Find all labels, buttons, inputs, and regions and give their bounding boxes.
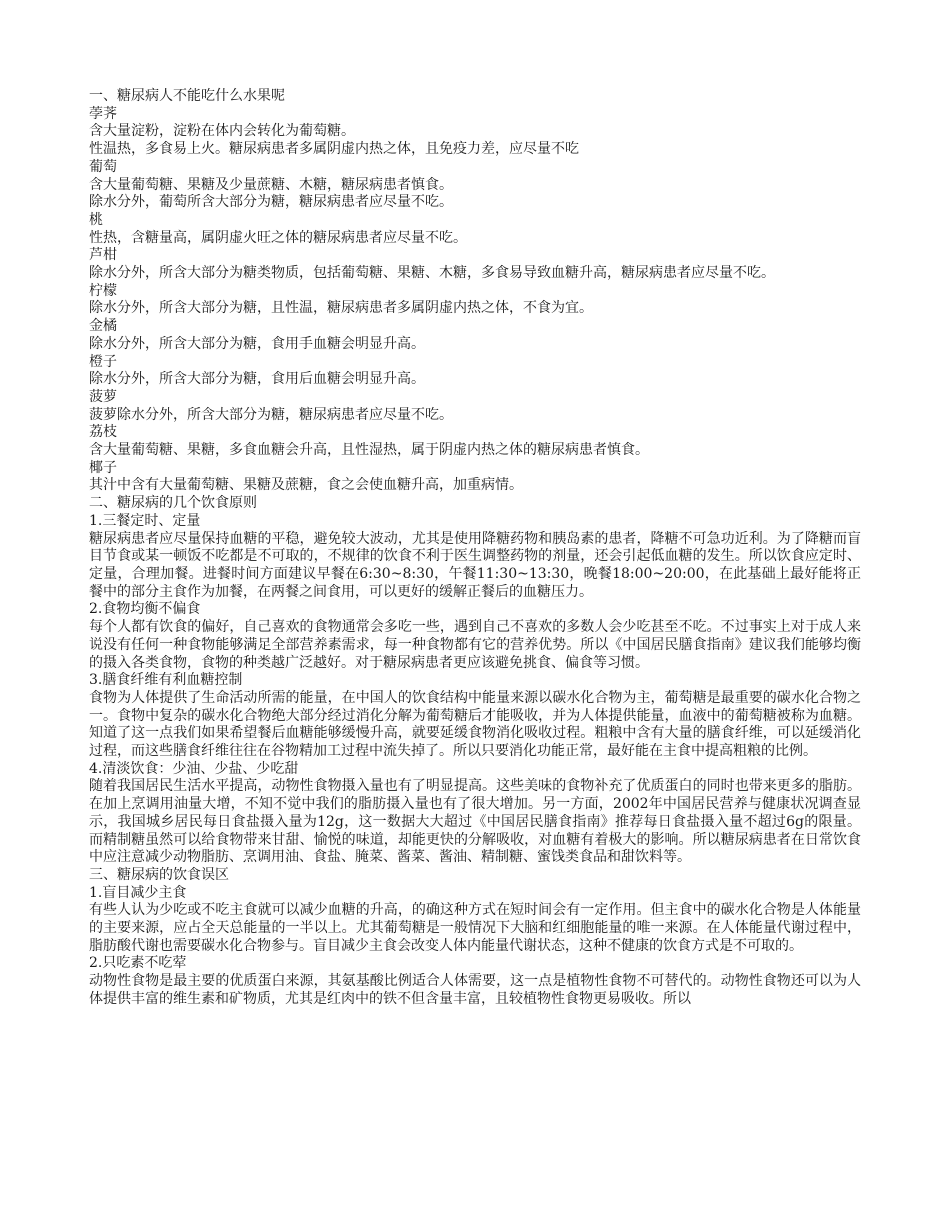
fruit-description: 含大量淀粉，淀粉在体内会转化为葡萄糖。 xyxy=(89,123,355,140)
fruit-description: 除水分外，所含大部分为糖，食用手血糖会明显升高。 xyxy=(89,335,425,352)
section-heading: 一、糖尿病人不能吃什么水果呢 xyxy=(89,88,285,104)
subsection-heading: 2.食物均衡不偏食 xyxy=(89,601,201,618)
subsection-heading: 1.盲目减少主食 xyxy=(89,884,187,901)
fruit-description: 除水分外，所含大部分为糖，食用后血糖会明显升高。 xyxy=(89,371,425,388)
fruit-name: 金橘 xyxy=(89,318,117,335)
fruit-description: 菠萝除水分外，所含大部分为糖，糖尿病患者应尽量不吃。 xyxy=(89,406,453,423)
fruit-description: 性热，含糖量高，属阴虚火旺之体的糖尿病患者应尽量不吃。 xyxy=(89,229,467,246)
fruit-name: 菠萝 xyxy=(89,388,117,405)
fruit-description: 除水分外，所含大部分为糖，且性温，糖尿病患者多属阴虚内热之体，不食为宜。 xyxy=(89,300,593,317)
fruit-description: 含大量葡萄糖、果糖，多食血糖会升高，且性湿热，属于阴虚内热之体的糖尿病患者慎食。 xyxy=(89,442,649,459)
subsection-heading: 4.清淡饮食：少油、少盐、少吃甜 xyxy=(89,760,299,777)
fruit-name: 荸荠 xyxy=(89,105,117,122)
fruit-name: 芦柑 xyxy=(89,247,117,264)
fruit-name: 橙子 xyxy=(89,353,117,370)
paragraph: 糖尿病患者应尽量保持血糖的平稳，避免较大波动，尤其是使用降糖药物和胰岛素的患者，降糖不可急功近利。为了降糖而盲目节食或某一顿饭不吃都是不可取的，不规律的饮食不利于医生调整药物的剂量，还会引起低血糖的发生。所以饮食应定时、定量，合理加餐。进餐时间方面建议早餐在6:30~8:30，午餐11:30~13:30，晚餐18:00~20:00，在此基础上最好能将正餐中的部分主食作为加餐，在两餐之间食用，可以更好的缓解正餐后的血糖压力。 xyxy=(89,530,861,600)
subsection-heading: 2.只吃素不吃荤 xyxy=(89,955,187,972)
fruit-description: 其汁中含有大量葡萄糖、果糖及蔗糖，食之会使血糖升高，加重病情。 xyxy=(89,477,523,494)
subsection-heading: 3.膳食纤维有利血糖控制 xyxy=(89,672,243,689)
section-heading: 二、糖尿病的几个饮食原则 xyxy=(89,495,257,512)
fruit-description: 除水分外，所含大部分为糖类物质，包括葡萄糖、果糖、木糖，多食易导致血糖升高，糖尿病患者应尽量不吃。 xyxy=(89,265,775,282)
document-body xyxy=(89,88,861,1009)
fruit-name: 桃 xyxy=(89,211,103,228)
paragraph: 食物为人体提供了生命活动所需的能量，在中国人的饮食结构中能量来源以碳水化合物为主，葡萄糖是最重要的碳水化合物之一。食物中复杂的碳水化合物绝大部分经过消化分解为葡萄糖后才能吸收，并为人体提供能量，血液中的葡萄糖被称为血糖。知道了这一点我们如果希望餐后血糖能够缓慢升高，就要延缓食物消化吸收过程。粗粮中含有大量的膳食纤维，可以延缓消化过程，而这些膳食纤维往往在谷物精加工过程中流失掉了。所以只要消化功能正常，最好能在主食中提高粗粮的比例。 xyxy=(89,689,861,760)
paragraph: 有些人认为少吃或不吃主食就可以减少血糖的升高，的确这种方式在短时间会有一定作用。但主食中的碳水化合物是人体能量的主要来源，应占全天总能量的一半以上。尤其葡萄糖是一般情况下大脑和红细胞能量的唯一来源。在人体能量代谢过程中，脂肪酸代谢也需要碳水化合物参与。盲目减少主食会改变人体内能量代谢状态，这种不健康的饮食方式是不可取的。 xyxy=(89,902,861,954)
paragraph: 动物性食物是最主要的优质蛋白来源，其氨基酸比例适合人体需要，这一点是植物性食物不可替代的。动物性食物还可以为人体提供丰富的维生素和矿物质，尤其是红肉中的铁不但含量丰富，且较植物性食物更易吸收。所以 xyxy=(89,973,861,1007)
subsection-heading: 1.三餐定时、定量 xyxy=(89,512,201,529)
fruit-name: 椰子 xyxy=(89,459,117,476)
fruit-name: 柠檬 xyxy=(89,282,117,299)
fruit-description: 除水分外，葡萄所含大部分为糖，糖尿病患者应尽量不吃。 xyxy=(89,194,453,211)
paragraph: 每个人都有饮食的偏好，自己喜欢的食物通常会多吃一些，遇到自己不喜欢的多数人会少吃甚至不吃。不过事实上对于成人来说没有任何一种食物能够满足全部营养素需求，每一种食物都有它的营养优势。所以《中国居民膳食指南》建议我们能够均衡的摄入各类食物，食物的种类越广泛越好。对于糖尿病患者更应该避免挑食、偏食等习惯。 xyxy=(89,619,861,671)
section-heading: 三、糖尿病的饮食误区 xyxy=(89,866,229,883)
fruit-description: 含大量葡萄糖、果糖及少量蔗糖、木糖，糖尿病患者慎食。 xyxy=(89,176,453,193)
fruit-name: 荔枝 xyxy=(89,424,117,441)
fruit-name: 葡萄 xyxy=(89,158,117,175)
fruit-description: 性温热，多食易上火。糖尿病患者多属阴虚内热之体，且免疫力差，应尽量不吃 xyxy=(89,141,579,158)
paragraph: 随着我国居民生活水平提高，动物性食物摄入量也有了明显提高。这些美味的食物补充了优质蛋白的同时也带来更多的脂肪。在加上烹调用油量大增，不知不觉中我们的脂肪摄入量也有了很大增加。另一方面，2002年中国居民营养与健康状况调查显示，我国城乡居民每日食盐摄入量为12g，这一数据大大超过《中国居民膳食指南》推荐每日食盐摄入量不超过6g的限量。而精制糖虽然可以给食物带来甘甜、愉悦的味道，却能更快的分解吸收，对血糖有着极大的影响。所以糖尿病患者在日常饮食中应注意减少动物脂肪、烹调用油、食盐、腌菜、酱菜、酱油、精制糖、蜜饯类食品和甜饮料等。 xyxy=(89,778,861,866)
